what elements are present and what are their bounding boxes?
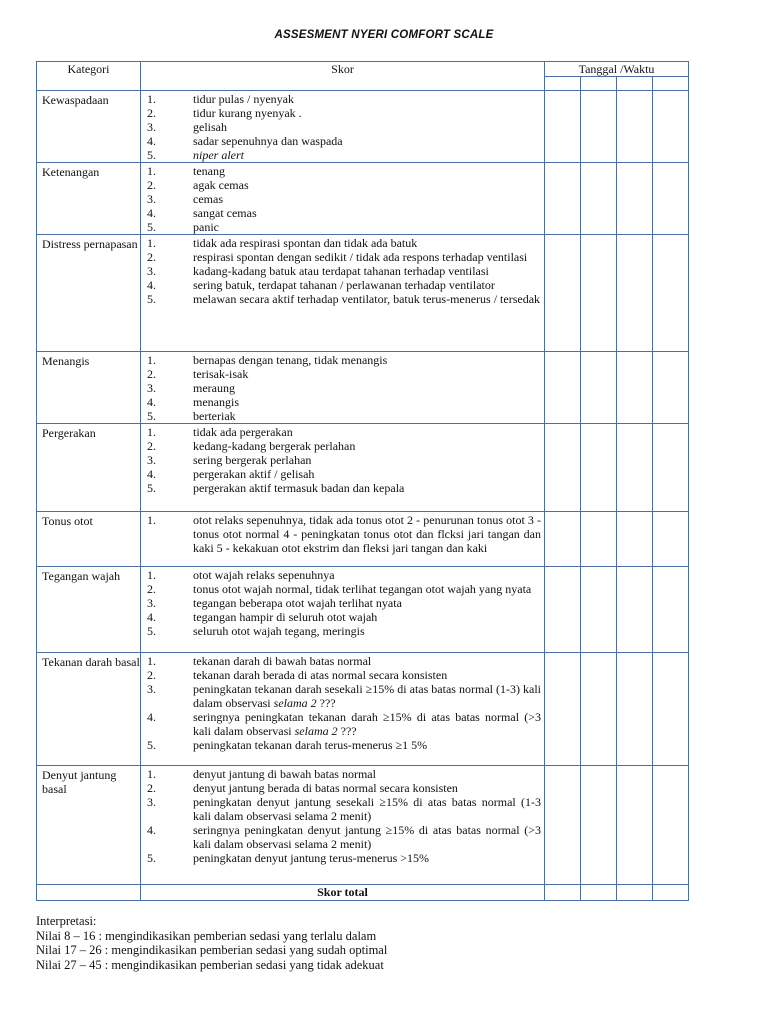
category-row xyxy=(37,766,689,885)
score-number: 3. xyxy=(147,120,156,134)
score-options xyxy=(141,352,545,424)
score-entry-cell[interactable] xyxy=(617,512,653,567)
score-number: 4. xyxy=(147,278,156,292)
score-number: 5. xyxy=(147,148,156,162)
score-number: 2. xyxy=(147,367,156,381)
score-number: 3. xyxy=(147,192,156,206)
category-label: Kewaspadaan xyxy=(42,93,109,107)
score-text: respirasi spontan dengan sedikit / tidak ada respons terhadap ventilasi xyxy=(193,250,528,264)
score-entry-cell[interactable] xyxy=(617,352,653,424)
score-option xyxy=(147,178,541,192)
score-number: 1. xyxy=(147,425,156,439)
score-text: gelisah xyxy=(193,120,227,134)
score-number: 1. xyxy=(147,568,156,582)
score-options xyxy=(141,766,545,885)
score-entry-cell[interactable] xyxy=(617,766,653,885)
total-entry-cell[interactable] xyxy=(545,885,581,901)
score-text: seringnya peningkatan tekanan darah ≥15% di atas batas normal (>3 kali dalam observasi xyxy=(193,710,541,738)
score-text: peningkatan tekanan darah terus-menerus ≥1 5% xyxy=(193,738,428,752)
score-entry-cell[interactable] xyxy=(653,512,689,567)
score-text: kedang-kadang bergerak perlahan xyxy=(193,439,356,453)
score-text-emphasis: selama 2 xyxy=(294,724,338,738)
score-entry-cell[interactable] xyxy=(545,766,581,885)
score-options xyxy=(141,567,545,653)
category-row xyxy=(37,235,689,352)
score-option xyxy=(147,264,541,278)
score-number: 5. xyxy=(147,738,156,752)
score-entry-cell[interactable] xyxy=(581,235,617,352)
score-number: 4. xyxy=(147,710,156,724)
interpretation-line: Nilai 27 – 45 : mengindikasikan pemberian sedasi yang tidak adekuat xyxy=(36,957,384,972)
score-number: 2. xyxy=(147,178,156,192)
score-number: 4. xyxy=(147,134,156,148)
score-option xyxy=(147,120,541,134)
score-entry-cell[interactable] xyxy=(545,424,581,512)
category-label: Tegangan wajah xyxy=(42,569,121,583)
score-number: 5. xyxy=(147,292,156,306)
score-text: melawan secara aktif terhadap ventilator, batuk terus-menerus / tersedak xyxy=(193,292,541,306)
score-number: 2. xyxy=(147,106,156,120)
category-row xyxy=(37,567,689,653)
score-text: tekanan darah di bawah batas normal xyxy=(193,654,372,668)
score-text: tegangan hampir di seluruh otot wajah xyxy=(193,610,378,624)
score-entry-cell[interactable] xyxy=(653,91,689,163)
category-row xyxy=(37,512,689,567)
score-entry-cell[interactable] xyxy=(617,235,653,352)
date-col-2[interactable] xyxy=(581,77,617,91)
score-option xyxy=(147,395,541,409)
score-entry-cell[interactable] xyxy=(545,567,581,653)
score-text: tidur pulas / nyenyak xyxy=(193,92,294,106)
score-option xyxy=(147,134,541,148)
total-label: Skor total xyxy=(141,885,545,901)
category-row xyxy=(37,163,689,235)
score-option xyxy=(147,425,541,439)
total-entry-cell[interactable] xyxy=(653,885,689,901)
score-number: 3. xyxy=(147,264,156,278)
category-name xyxy=(37,424,141,512)
score-number: 4. xyxy=(147,823,156,837)
total-entry-cell[interactable] xyxy=(581,885,617,901)
score-text: tenang xyxy=(193,164,225,178)
score-option xyxy=(147,668,541,682)
score-number: 3. xyxy=(147,682,156,696)
date-col-3[interactable] xyxy=(617,77,653,91)
score-option xyxy=(147,624,541,638)
score-option xyxy=(147,353,541,367)
category-label: Pergerakan xyxy=(42,426,96,440)
score-entry-cell[interactable] xyxy=(545,235,581,352)
score-entry-cell[interactable] xyxy=(545,352,581,424)
score-number: 4. xyxy=(147,395,156,409)
score-option xyxy=(147,654,541,668)
category-name xyxy=(37,352,141,424)
score-text: kadang-kadang batuk atau terdapat tahanan terhadap ventilasi xyxy=(193,264,489,278)
score-text: cemas xyxy=(193,192,223,206)
score-text: pergerakan aktif termasuk badan dan kepala xyxy=(193,481,405,495)
score-option xyxy=(147,823,541,851)
score-number: 3. xyxy=(147,453,156,467)
score-entry-cell[interactable] xyxy=(581,567,617,653)
score-text: agak cemas xyxy=(193,178,249,192)
score-option xyxy=(147,381,541,395)
score-text: niper alert xyxy=(193,148,244,162)
total-entry-cell[interactable] xyxy=(617,885,653,901)
score-text: otot wajah relaks sepenuhnya xyxy=(193,568,335,582)
score-number: 2. xyxy=(147,668,156,682)
score-text: berteriak xyxy=(193,409,236,423)
score-option xyxy=(147,106,541,120)
score-option xyxy=(147,220,541,234)
score-text-tail: ??? xyxy=(316,696,336,710)
date-col-4[interactable] xyxy=(653,77,689,91)
score-number: 2. xyxy=(147,582,156,596)
score-options xyxy=(141,653,545,766)
score-option xyxy=(147,148,541,162)
score-text-tail: ??? xyxy=(337,724,357,738)
category-row xyxy=(37,424,689,512)
score-text-emphasis: selama 2 xyxy=(273,696,317,710)
score-entry-cell[interactable] xyxy=(581,653,617,766)
score-number: 2. xyxy=(147,781,156,795)
interpretation-heading: Interpretasi: xyxy=(36,914,97,928)
score-option xyxy=(147,206,541,220)
score-text: bernapas dengan tenang, tidak menangis xyxy=(193,353,388,367)
score-option xyxy=(147,596,541,610)
score-number: 5. xyxy=(147,409,156,423)
score-option xyxy=(147,568,541,582)
score-text: menangis xyxy=(193,395,239,409)
score-options xyxy=(141,424,545,512)
interpretation-section xyxy=(36,914,387,972)
score-number: 2. xyxy=(147,250,156,264)
score-option xyxy=(147,250,541,264)
score-number: 5. xyxy=(147,624,156,638)
score-option xyxy=(147,481,541,495)
score-options xyxy=(141,512,545,567)
total-row xyxy=(37,885,689,901)
category-name xyxy=(37,235,141,352)
score-text: pergerakan aktif / gelisah xyxy=(193,467,315,481)
category-label: Ketenangan xyxy=(42,165,100,179)
score-option xyxy=(147,236,541,250)
score-entry-cell[interactable] xyxy=(617,163,653,235)
score-entry-cell[interactable] xyxy=(653,424,689,512)
score-option xyxy=(147,367,541,381)
category-name xyxy=(37,653,141,766)
header-tanggal-waktu: Tanggal /Waktu xyxy=(545,62,689,77)
score-number: 5. xyxy=(147,481,156,495)
score-option xyxy=(147,851,541,865)
score-number: 4. xyxy=(147,610,156,624)
score-number: 1. xyxy=(147,164,156,178)
score-entry-cell[interactable] xyxy=(581,91,617,163)
score-option xyxy=(147,610,541,624)
score-entry-cell[interactable] xyxy=(581,424,617,512)
score-option xyxy=(147,795,541,823)
score-option xyxy=(147,582,541,596)
score-number: 3. xyxy=(147,795,156,809)
score-option xyxy=(147,710,541,738)
score-text: peningkatan denyut jantung terus-menerus >15% xyxy=(193,851,430,865)
score-entry-cell[interactable] xyxy=(617,91,653,163)
score-option xyxy=(147,781,541,795)
score-number: 1. xyxy=(147,92,156,106)
score-entry-cell[interactable] xyxy=(653,235,689,352)
score-text: terisak-isak xyxy=(193,367,249,381)
score-entry-cell[interactable] xyxy=(581,352,617,424)
score-entry-cell[interactable] xyxy=(617,424,653,512)
category-label: Menangis xyxy=(42,354,90,368)
score-text: panic xyxy=(193,220,219,234)
interpretation-line: Nilai 17 – 26 : mengindikasikan pemberian sedasi yang sudah optimal xyxy=(36,943,388,958)
category-row xyxy=(37,653,689,766)
category-name xyxy=(37,163,141,235)
score-entry-cell[interactable] xyxy=(653,766,689,885)
score-option xyxy=(147,292,541,306)
score-option xyxy=(147,682,541,710)
score-option xyxy=(147,767,541,781)
score-number: 1. xyxy=(147,654,156,668)
score-number: 5. xyxy=(147,220,156,234)
score-number: 5. xyxy=(147,851,156,865)
score-text: sering batuk, terdapat tahanan / perlawanan terhadap ventilator xyxy=(193,278,495,292)
score-text: sadar sepenuhnya dan waspada xyxy=(193,134,343,148)
score-text: peningkatan tekanan darah sesekali ≥15% di atas batas normal (1-3) kali dalam observasi xyxy=(193,682,541,710)
score-number: 2. xyxy=(147,439,156,453)
score-number: 4. xyxy=(147,206,156,220)
score-option xyxy=(147,513,541,555)
header-kategori: Kategori xyxy=(37,62,141,91)
score-entry-cell[interactable] xyxy=(581,766,617,885)
score-entry-cell[interactable] xyxy=(581,512,617,567)
interpretation-line: Nilai 8 – 16 : mengindikasikan pemberian sedasi yang terlalu dalam xyxy=(36,928,377,943)
score-entry-cell[interactable] xyxy=(653,567,689,653)
score-text: tekanan darah berada di atas normal secara konsisten xyxy=(193,668,448,682)
score-number: 3. xyxy=(147,596,156,610)
score-text: tidak ada respirasi spontan dan tidak ada batuk xyxy=(193,236,418,250)
category-row xyxy=(37,91,689,163)
page-title: ASSESMENT NYERI COMFORT SCALE xyxy=(274,29,494,41)
score-number: 1. xyxy=(147,513,156,527)
score-number: 4. xyxy=(147,467,156,481)
score-option xyxy=(147,738,541,752)
score-option xyxy=(147,409,541,423)
score-option xyxy=(147,467,541,481)
score-entry-cell[interactable] xyxy=(653,352,689,424)
total-blank-cell xyxy=(37,885,141,901)
comfort-scale-table xyxy=(36,61,689,901)
category-name xyxy=(37,512,141,567)
category-label: Tonus otot xyxy=(42,514,93,528)
score-number: 3. xyxy=(147,381,156,395)
score-number: 1. xyxy=(147,353,156,367)
score-entry-cell[interactable] xyxy=(617,567,653,653)
score-text: tidur kurang nyenyak . xyxy=(193,106,302,120)
score-option xyxy=(147,192,541,206)
date-col-1[interactable] xyxy=(545,77,581,91)
score-entry-cell[interactable] xyxy=(653,163,689,235)
score-text: meraung xyxy=(193,381,235,395)
category-name xyxy=(37,567,141,653)
score-entry-cell[interactable] xyxy=(545,512,581,567)
score-option xyxy=(147,164,541,178)
score-entry-cell[interactable] xyxy=(617,653,653,766)
score-text: denyut jantung berada di batas normal secara konsisten xyxy=(193,781,458,795)
score-option xyxy=(147,92,541,106)
score-text: sering bergerak perlahan xyxy=(193,453,312,467)
score-number: 1. xyxy=(147,767,156,781)
score-text: otot relaks sepenuhnya, tidak ada tonus otot 2 - penurunan tonus otot 3 - tonus otot normal 4 - peningkatan tonus otot dan flcksi jari tangan dan kaki 5 - kekakuan otot ekstrim dan fleksi jari tangan dan kaki xyxy=(193,513,541,555)
score-entry-cell[interactable] xyxy=(545,653,581,766)
score-text: tonus otot wajah normal, tidak terlihat tegangan otot wajah yang nyata xyxy=(193,582,532,596)
score-entry-cell[interactable] xyxy=(545,163,581,235)
category-label: Denyut jantung basal xyxy=(42,768,117,796)
score-number: 1. xyxy=(147,236,156,250)
score-text: sangat cemas xyxy=(193,206,257,220)
score-text: peningkatan denyut jantung sesekali ≥15% di atas batas normal (1-3 kali dalam observasi selama 2 menit) xyxy=(193,795,541,823)
score-options xyxy=(141,235,545,352)
header-row xyxy=(37,62,689,77)
score-option xyxy=(147,453,541,467)
score-text: denyut jantung di bawah batas normal xyxy=(193,767,376,781)
score-entry-cell[interactable] xyxy=(581,163,617,235)
score-options xyxy=(141,91,545,163)
score-entry-cell[interactable] xyxy=(653,653,689,766)
score-option xyxy=(147,439,541,453)
score-text: seluruh otot wajah tegang, meringis xyxy=(193,624,365,638)
category-row xyxy=(37,352,689,424)
category-name xyxy=(37,766,141,885)
score-text: seringnya peningkatan denyut jantung ≥15% di atas batas normal (>3 kali dalam observasi selama 2 menit) xyxy=(193,823,541,851)
header-skor: Skor xyxy=(141,62,545,91)
score-options xyxy=(141,163,545,235)
category-label: Tekanan darah basal xyxy=(42,655,140,669)
score-text: tidak ada pergerakan xyxy=(193,425,293,439)
category-name xyxy=(37,91,141,163)
score-entry-cell[interactable] xyxy=(545,91,581,163)
score-text: tegangan beberapa otot wajah terlihat nyata xyxy=(193,596,402,610)
score-option xyxy=(147,278,541,292)
category-label: Distress pernapasan xyxy=(42,237,138,251)
